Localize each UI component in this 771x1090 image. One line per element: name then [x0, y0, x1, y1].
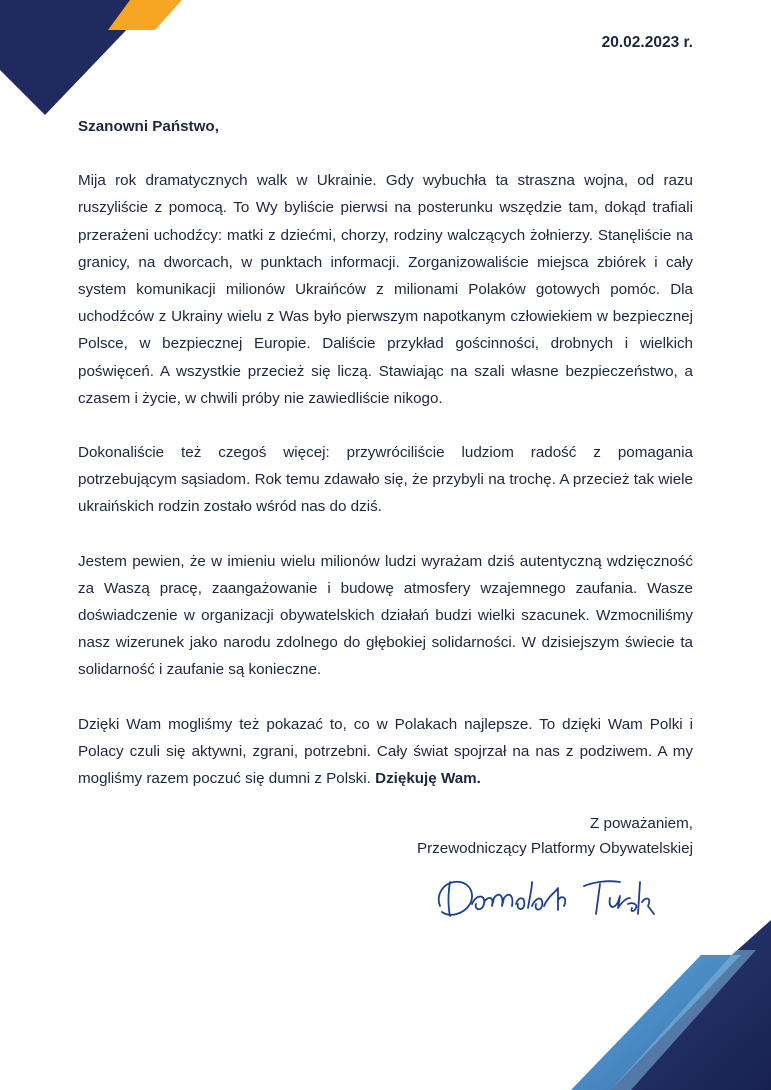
- paragraph-3: Jestem pewien, że w imieniu wielu milionów ludzi wyrażam dziś autentyczną wdzięczność za Waszą pracę, zaangażowanie i budowę atmosfery wzajemnego zaufania. Wasze doświadczenie w organizacji obywatelskich działań budzi wielki szacunek. Wzmocniliśmy nasz wizerunek jako narodu zdolnego do głębokiej solidarności. W dzisiejszym świecie ta solidarność i zaufanie są konieczne.: [78, 552, 693, 679]
- letter-body: [78, 113, 693, 819]
- paragraph-4: [78, 711, 693, 793]
- salutation: Szanowni Państwo,: [78, 118, 219, 135]
- paragraph-2: Dokonaliście też czegoś więcej: przywróciliście ludziom radość z pomagania potrzebującym sąsiadom. Rok temu zdawało się, że przybyli na trochę. A przecież tak wiele ukraińskich rodzin zostało wśród nas do dziś.: [78, 444, 693, 516]
- paragraph-4-emphasis: Dziękuję Wam.: [375, 770, 481, 788]
- letter-date: 20.02.2023 r.: [601, 34, 693, 51]
- closing-block: [417, 811, 693, 861]
- corner-decoration-bottom-right: [551, 920, 771, 1090]
- closing-greeting: Z poważaniem,: [590, 815, 693, 832]
- corner-decoration-top-left: [0, 0, 200, 120]
- paragraph-1: Mija rok dramatycznych walk w Ukrainie. Gdy wybuchła ta straszna wojna, od razu ruszyliście z pomocą. To Wy byliście pierwsi na posterunku wszędzie tam, dokąd trafiali przerażeni uchodźcy: matki z dziećmi, chorzy, rodziny walczących żołnierzy. Stanęliście na granicy, na dworcach, w punktach informacji. Zorganizowaliście miejsca zbiórek i cały system komunikacji milionów Ukraińców z milionami Polaków gotowych pomóc. Dla uchodźców z Ukrainy wielu z Was było pierwszym napotkanym człowiekiem w bezpiecznej Polsce, w bezpiecznej Europie. Daliście przykład gościnności, drobnych i wielkich poświęceń. A wszystkie przecież się liczą. Stawiając na szali własne bezpieczeństwo, a czasem i życie, w chwili próby nie zawiedliście nikogo.: [78, 172, 693, 407]
- paragraph-4-text: Dzięki Wam mogliśmy też pokazać to, co w Polakach najlepsze. To dzięki Wam Polki i Polacy czuli się aktywni, zgrani, potrzebni. Cały świat spojrzał na nas z podziwem. A my mogliśmy razem poczuć się dumni z Polski.: [78, 715, 693, 788]
- closing-title: Przewodniczący Platformy Obywatelskiej: [416, 840, 693, 857]
